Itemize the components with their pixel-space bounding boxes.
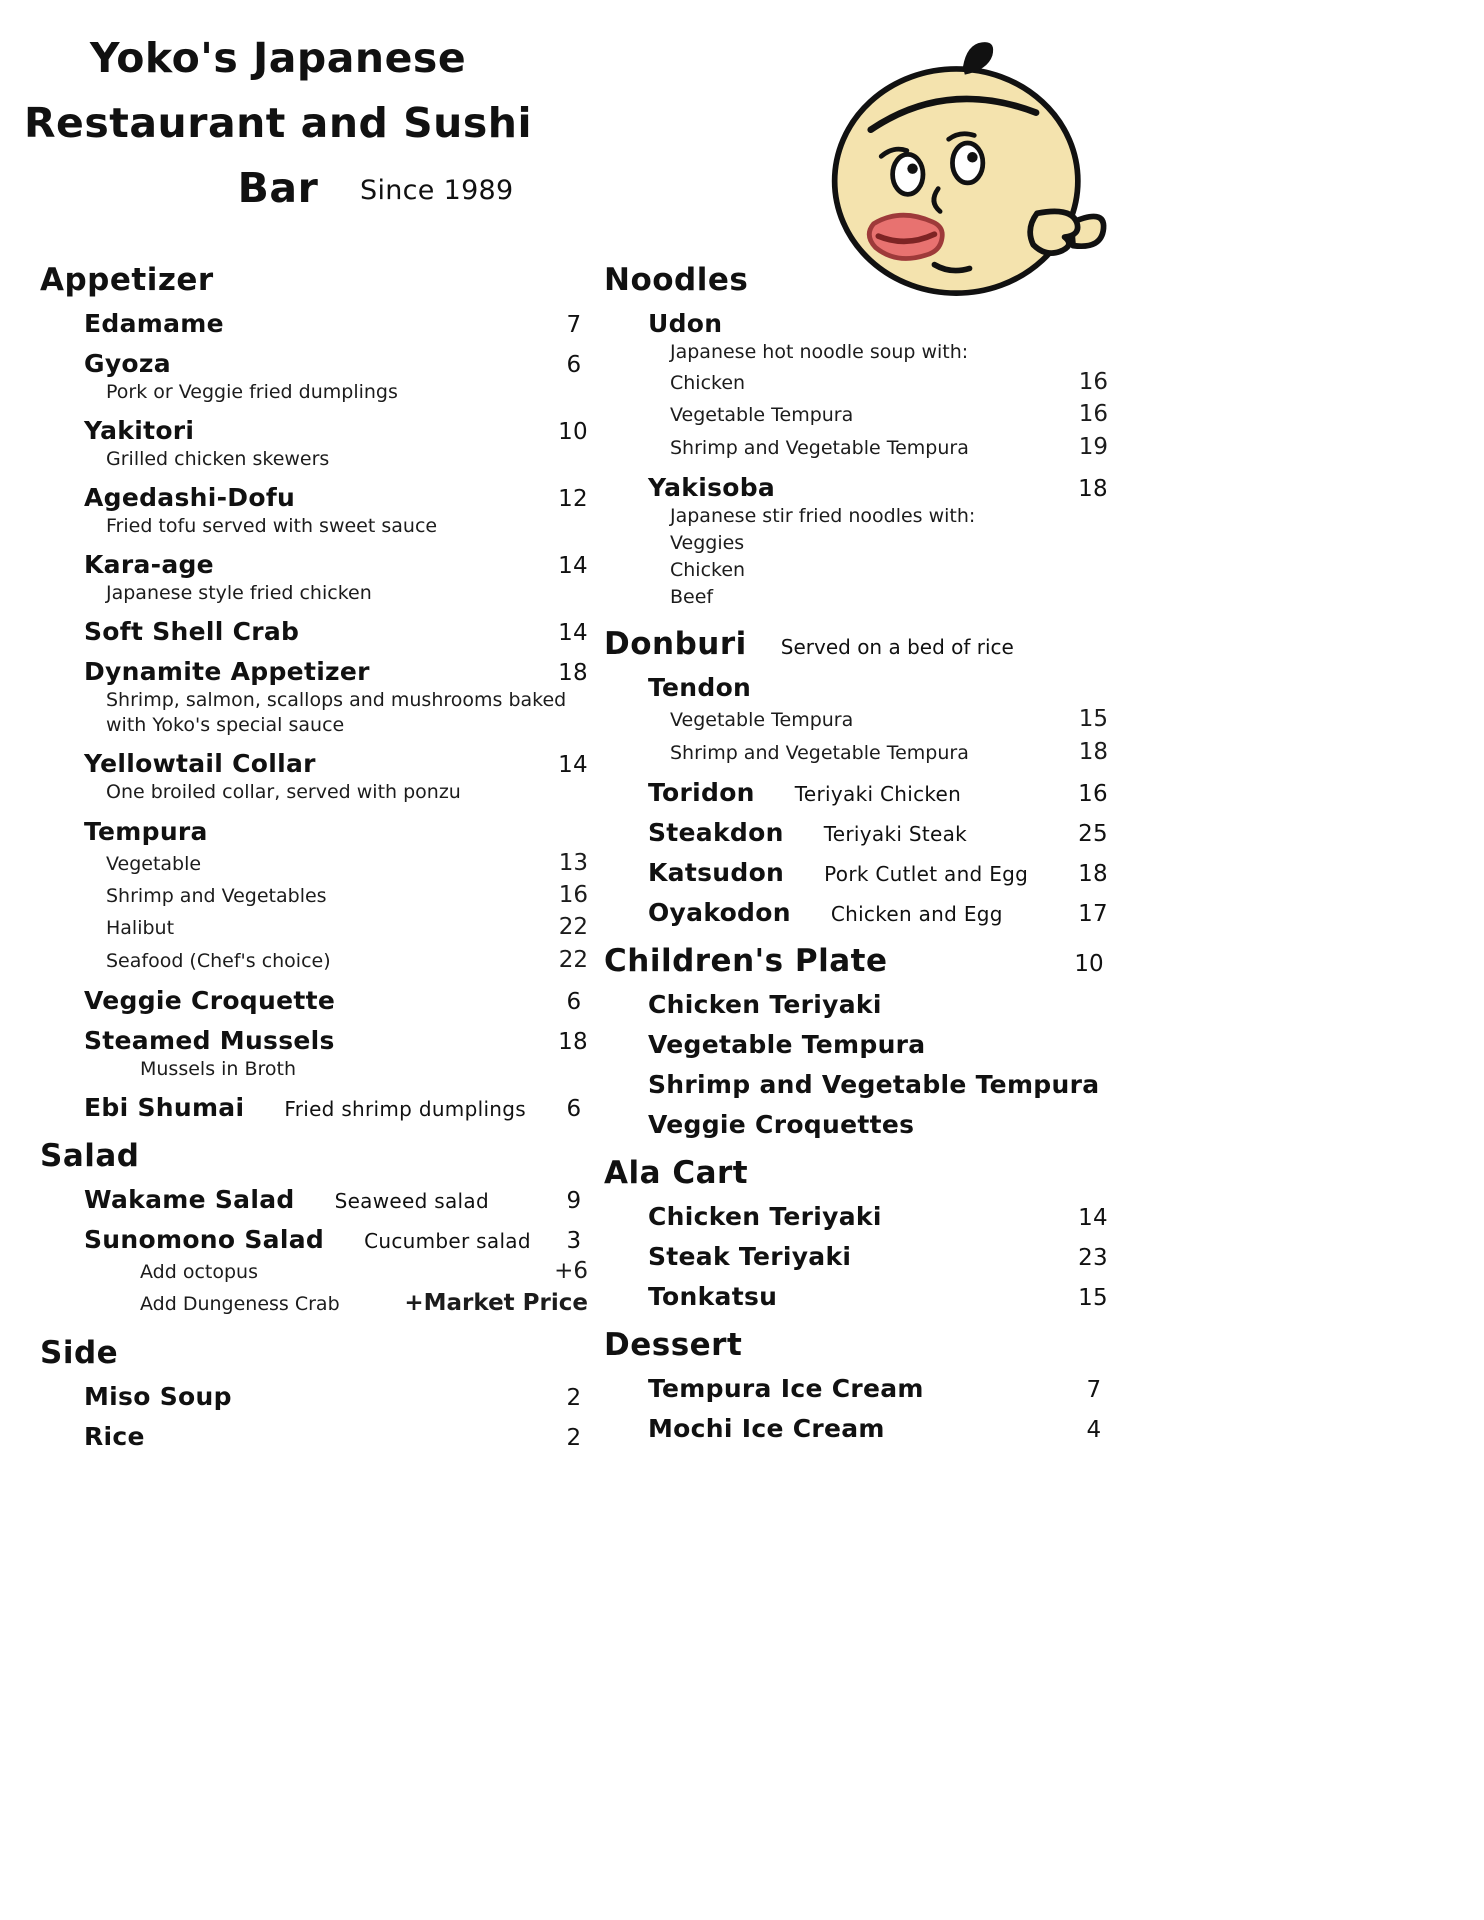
menu-item-price: 16 (1078, 781, 1108, 808)
section-heading-row (40, 262, 588, 298)
menu-item-name: Halibut (106, 917, 175, 940)
section-heading: Ala Cart (604, 1155, 749, 1192)
menu-item-row (604, 473, 1108, 502)
menu-item-row (604, 990, 1108, 1019)
menu-item-name: Katsudon (648, 858, 785, 888)
menu-item-name: Grilled chicken skewers (106, 448, 330, 471)
menu-item-row (40, 749, 588, 778)
menu-section-appetizer (40, 262, 588, 1122)
menu-item-name: Chicken (670, 372, 746, 395)
menu-item-price: 10 (558, 419, 588, 446)
section-heading: Children's Plate (604, 943, 888, 980)
menu-description-row (604, 399, 1108, 429)
menu-item-price: 22 (558, 914, 588, 941)
menu-item-name: Pork or Veggie fried dumplings (106, 381, 398, 403)
menu-item-name: Add Dungeness Crab (140, 1293, 340, 1316)
menu-item-price: 15 (1078, 1285, 1108, 1312)
menu-item-price: 16 (558, 881, 588, 908)
menu-section-donburi (604, 626, 1108, 927)
menu-item-name: Add octopus (140, 1261, 258, 1284)
menu-description-row (40, 1288, 588, 1318)
section-rows (604, 1202, 1108, 1311)
menu-item-name: Vegetable Tempura (670, 404, 854, 427)
section-heading-row (604, 943, 1108, 979)
menu-item-price: 9 (566, 1188, 582, 1215)
menu-item-price: 17 (1078, 901, 1108, 928)
menu-item-name: Japanese style fried chicken (106, 582, 372, 605)
menu-item-name: Agedashi-Dofu (84, 483, 296, 513)
menu-description-row (604, 558, 1108, 583)
title-bar-word: Bar (237, 163, 319, 212)
menu-description-row (40, 380, 588, 405)
menu-item-price: 18 (1078, 476, 1108, 503)
menu-item-name: Tempura (84, 816, 208, 846)
menu-item-name: Soft Shell Crab (84, 617, 300, 647)
menu-item-name: Kara-age (84, 550, 214, 580)
menu-item-price: 23 (1078, 1245, 1108, 1272)
menu-item-row (604, 778, 1108, 807)
menu-item-name: Yellowtail Collar (84, 749, 316, 779)
menu-item-row (40, 986, 588, 1015)
menu-item-row (40, 617, 588, 646)
menu-item-name: Wakame Salad (84, 1185, 295, 1215)
menu-item-price: 3 (566, 1228, 582, 1255)
menu-description-row (604, 504, 1108, 529)
menu-item-name: Vegetable (106, 852, 202, 875)
menu-item-row (40, 1225, 588, 1254)
menu-item-row (604, 1030, 1108, 1059)
menu-item-name: Vegetable Tempura (670, 709, 854, 732)
menu-item-name: Tendon (648, 673, 752, 703)
menu-item-price: 15 (1078, 706, 1108, 733)
menu-item-price: 18 (558, 1028, 588, 1055)
menu-section-side (40, 1335, 588, 1451)
menu-item-price: 14 (1078, 1205, 1108, 1232)
menu-item-name: One broiled collar, served with ponzu (106, 781, 461, 804)
menu-item-price: 14 (558, 752, 588, 779)
menu-item-row (40, 1093, 588, 1122)
menu-item-price: 2 (566, 1424, 582, 1451)
menu-description-row (40, 688, 588, 738)
title-line-1: Yoko's Japanese (89, 34, 467, 82)
title-line-3 (18, 156, 538, 221)
menu-item-row (40, 657, 588, 686)
menu-item-name: Veggie Croquettes (648, 1110, 915, 1140)
menu-item-price: 7 (1086, 1377, 1102, 1404)
menu-item-name: Shrimp and Vegetable Tempura (648, 1070, 1100, 1100)
menu-item-name: Sunomono Salad (84, 1225, 325, 1255)
menu-item-name: Steak Teriyaki (648, 1242, 852, 1272)
menu-description-row (40, 514, 588, 539)
section-heading-row (604, 1327, 1108, 1363)
section-rows (604, 1374, 1108, 1443)
menu-description-row (40, 780, 588, 805)
menu-item-row (604, 673, 1108, 702)
menu-item-inline-description: Teriyaki Steak (823, 822, 968, 847)
menu-item-price: 6 (566, 1096, 582, 1123)
menu-item-row (40, 817, 588, 846)
menu-item-name: Steakdon (648, 818, 784, 848)
section-heading: Noodles (604, 262, 749, 298)
menu-item-price: +Market Price (404, 1290, 588, 1317)
menu-section-noodles (604, 262, 1108, 610)
menu-description-row (604, 432, 1108, 462)
menu-description-row (604, 531, 1108, 556)
menu-description-row (40, 880, 588, 910)
section-rows (40, 309, 588, 1122)
section-heading-row (604, 626, 1108, 662)
menu-item-price: 14 (558, 620, 588, 647)
menu-item-price: 16 (1078, 401, 1108, 428)
menu-item-row (40, 309, 588, 338)
menu-item-price: 18 (1078, 738, 1108, 765)
menu-item-name: Shrimp, salmon, scallops and mushrooms baked with Yoko's special sauce (106, 689, 567, 737)
menu-item-price: 13 (558, 849, 588, 876)
menu-item-inline-description: Pork Cutlet and Egg (824, 862, 1029, 887)
menu-item-name: Shrimp and Vegetable Tempura (670, 741, 969, 764)
menu-item-price: 7 (566, 312, 582, 338)
menu-item-price: 19 (1078, 433, 1108, 460)
menu-section-dessert (604, 1327, 1108, 1443)
menu-description-row (604, 340, 1108, 365)
menu-description-row (40, 1256, 588, 1286)
menu-section-children-s-plate (604, 943, 1108, 1139)
menu-item-name: Shrimp and Vegetable Tempura (670, 436, 969, 459)
section-note: Served on a bed of rice (780, 635, 1014, 660)
section-rows (40, 1185, 588, 1319)
menu-item-row (604, 898, 1108, 927)
menu-column-right (604, 246, 1108, 1453)
menu-item-name: Veggies (670, 532, 745, 555)
menu-item-row (40, 550, 588, 579)
menu-column-left (40, 246, 588, 1461)
menu-item-price: 2 (566, 1384, 582, 1411)
menu-item-row (40, 416, 588, 445)
menu-description-row (40, 848, 588, 878)
menu-description-row (604, 737, 1108, 767)
section-heading: Donburi (604, 626, 747, 663)
menu-item-row (40, 349, 588, 378)
section-heading-row (604, 262, 1108, 298)
menu-item-name: Fried tofu served with sweet sauce (106, 515, 438, 538)
menu-item-name: Toridon (648, 778, 755, 808)
section-heading-row (40, 1335, 588, 1371)
menu-item-name: Chicken Teriyaki (648, 990, 882, 1020)
menu-item-inline-description: Seaweed salad (334, 1189, 489, 1214)
menu-item-name: Yakitori (84, 416, 195, 446)
section-rows (604, 309, 1108, 610)
menu-item-name: Tempura Ice Cream (648, 1374, 924, 1404)
menu-item-name: Mochi Ice Cream (648, 1414, 885, 1444)
section-rows (40, 1382, 588, 1451)
menu-item-name: Mussels in Broth (140, 1057, 297, 1080)
section-heading: Salad (40, 1138, 140, 1175)
menu-item-row (604, 1374, 1108, 1403)
menu-description-row (40, 945, 588, 975)
menu-item-price: 25 (1078, 821, 1108, 848)
section-rows (604, 673, 1108, 927)
menu-description-row (604, 367, 1108, 397)
menu-item-name: Tonkatsu (648, 1282, 778, 1312)
menu-item-inline-description: Cucumber salad (364, 1229, 531, 1254)
menu-item-price: 22 (558, 946, 588, 973)
menu-item-name: Japanese stir fried noodles with: (670, 505, 976, 528)
menu-item-name: Yakisoba (648, 473, 776, 503)
menu-item-inline-description: Fried shrimp dumplings (284, 1097, 526, 1122)
menu-item-name: Vegetable Tempura (648, 1030, 926, 1060)
section-heading-row (40, 1138, 588, 1174)
section-heading: Dessert (604, 1327, 743, 1364)
menu-item-name: Veggie Croquette (84, 985, 336, 1015)
menu-item-row (604, 1282, 1108, 1311)
section-heading-row (604, 1155, 1108, 1191)
menu-section-salad (40, 1138, 588, 1319)
menu-item-name: Shrimp and Vegetables (106, 884, 327, 907)
menu-item-name: Rice (84, 1421, 145, 1451)
menu-item-row (40, 1382, 588, 1411)
menu-item-row (40, 1026, 588, 1055)
menu-item-price: 4 (1086, 1417, 1102, 1444)
menu-description-row (604, 704, 1108, 734)
menu-item-inline-description: Chicken and Egg (830, 902, 1003, 927)
menu-item-price: 16 (1078, 369, 1108, 396)
menu-item-row (604, 858, 1108, 887)
menu-description-row (604, 585, 1108, 610)
menu-item-row (604, 1242, 1108, 1271)
menu-item-price: 6 (566, 988, 582, 1015)
restaurant-title (18, 26, 538, 220)
menu-item-name: Beef (670, 586, 714, 609)
menu-description-row (40, 1057, 588, 1082)
menu-section-ala-cart (604, 1155, 1108, 1311)
menu-item-row (40, 483, 588, 512)
menu-item-row (604, 1202, 1108, 1231)
menu-item-name: Seafood (Chef's choice) (106, 949, 331, 972)
menu-item-row (40, 1422, 588, 1451)
menu-item-name: Oyakodon (648, 898, 791, 928)
menu-item-row (604, 1414, 1108, 1443)
menu-item-name: Gyoza (84, 349, 171, 378)
section-heading: Appetizer (40, 262, 214, 298)
menu-item-price: 18 (558, 660, 588, 687)
section-rows (604, 990, 1108, 1139)
menu-item-row (604, 309, 1108, 338)
menu-item-name: Ebi Shumai (84, 1093, 245, 1123)
menu-item-row (604, 818, 1108, 847)
title-line-2: Restaurant and Sushi (23, 98, 533, 147)
established-text: Since 1989 (360, 174, 514, 206)
menu-item-name: Japanese hot noodle soup with: (670, 341, 969, 363)
menu-item-price: 18 (1078, 861, 1108, 888)
menu-item-price: +6 (554, 1258, 588, 1285)
menu-item-name: Miso Soup (84, 1381, 232, 1411)
menu-item-name: Steamed Mussels (84, 1025, 335, 1055)
menu-item-name: Chicken Teriyaki (648, 1202, 882, 1232)
menu-item-name: Udon (648, 309, 723, 338)
menu-item-name: Edamame (84, 309, 224, 338)
menu-item-price: 14 (558, 553, 588, 580)
menu-description-row (40, 912, 588, 942)
menu-item-inline-description: Teriyaki Chicken (794, 782, 962, 807)
menu-item-row (604, 1070, 1108, 1099)
menu-item-row (40, 1185, 588, 1214)
menu-item-name: Dynamite Appetizer (84, 657, 370, 687)
menu-description-row (40, 581, 588, 606)
menu-item-price: 6 (566, 352, 582, 378)
menu-item-row (604, 1110, 1108, 1139)
menu-item-name: Chicken (670, 559, 746, 582)
menu-item-price: 12 (558, 486, 588, 513)
menu-description-row (40, 447, 588, 472)
section-price: 10 (1074, 951, 1104, 978)
section-heading: Side (40, 1334, 119, 1371)
